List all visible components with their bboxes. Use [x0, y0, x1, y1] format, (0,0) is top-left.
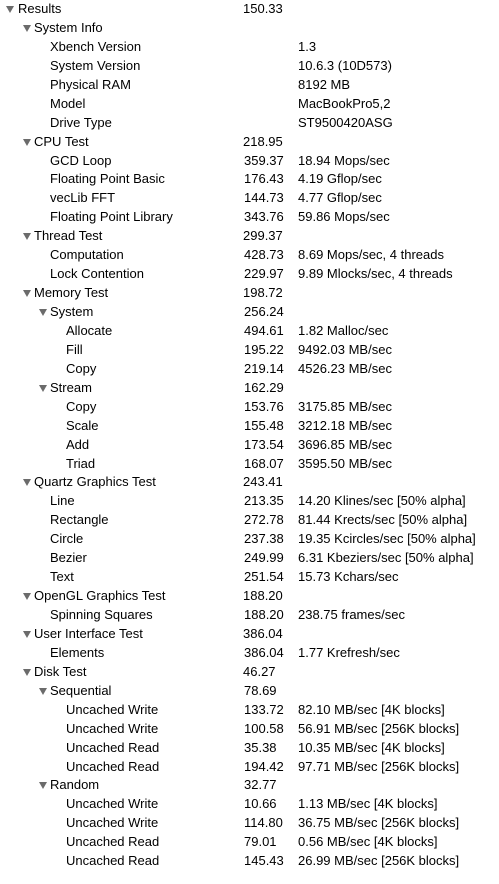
result-row	[0, 701, 499, 720]
test-name: Copy	[66, 360, 97, 376]
disclosure-triangle-icon[interactable]	[23, 290, 31, 297]
disclosure-triangle-icon[interactable]	[23, 25, 31, 32]
disclosure-triangle-icon[interactable]	[23, 139, 31, 146]
test-detail: 1.82 Malloc/sec	[298, 322, 389, 338]
result-row	[0, 739, 499, 758]
test-detail: 19.35 Kcircles/sec [50% alpha]	[298, 531, 476, 547]
result-row	[0, 246, 499, 265]
test-name: User Interface Test	[34, 625, 143, 641]
disclosure-triangle-icon[interactable]	[23, 593, 31, 600]
test-score: 153.76	[244, 398, 284, 414]
test-score: 188.20	[244, 607, 284, 622]
test-detail: ST9500420ASG	[298, 114, 393, 130]
test-name: Uncached Write	[66, 720, 159, 736]
test-score: 256.24	[244, 304, 284, 319]
result-row	[0, 530, 499, 549]
test-detail: 1.77 Krefresh/sec	[298, 644, 400, 660]
test-name: System Info	[34, 19, 103, 35]
test-name: Floating Point Basic	[50, 171, 165, 187]
disclosure-triangle-icon[interactable]	[39, 782, 47, 789]
test-detail: 14.20 Klines/sec [50% alpha]	[298, 493, 466, 509]
test-name: Uncached Write	[66, 701, 159, 717]
result-row	[0, 795, 499, 814]
test-name: GCD Loop	[50, 152, 112, 168]
test-score: 359.37	[244, 152, 284, 168]
test-name: Elements	[50, 644, 105, 660]
test-name: Memory Test	[34, 285, 109, 301]
group-row-opengl-graphics-test[interactable]	[0, 587, 499, 606]
result-row	[0, 455, 499, 474]
result-row	[0, 568, 499, 587]
test-name: Uncached Read	[66, 834, 160, 850]
result-row	[0, 322, 499, 341]
test-score: 168.07	[244, 455, 284, 471]
test-score: 243.41	[243, 474, 283, 490]
test-name: Quartz Graphics Test	[34, 474, 156, 490]
group-row-system[interactable]	[0, 303, 499, 322]
test-score: 144.73	[244, 190, 284, 206]
test-name: Triad	[66, 455, 96, 471]
test-detail: 56.91 MB/sec [256K blocks]	[298, 720, 460, 736]
test-score: 32.77	[244, 777, 277, 793]
test-name: Allocate	[66, 322, 113, 338]
group-row-results[interactable]	[0, 0, 499, 19]
test-score: 114.80	[244, 815, 283, 831]
disclosure-triangle-icon[interactable]	[23, 233, 31, 240]
test-detail: 9492.03 MB/sec	[298, 341, 392, 357]
test-detail: 8.69 Mops/sec, 4 threads	[298, 247, 444, 263]
result-row	[0, 511, 499, 530]
test-detail: 1.13 MB/sec [4K blocks]	[298, 796, 438, 812]
disclosure-triangle-icon[interactable]	[23, 669, 31, 676]
test-detail: 0.56 MB/sec [4K blocks]	[298, 834, 438, 850]
test-detail: 26.99 MB/sec [256K blocks]	[298, 853, 460, 869]
result-row	[0, 644, 499, 663]
test-detail: 3595.50 MB/sec	[298, 455, 392, 471]
test-detail: 10.35 MB/sec [4K blocks]	[298, 739, 445, 755]
test-score: 218.95	[243, 133, 283, 149]
test-detail: 4526.23 MB/sec	[298, 360, 392, 376]
test-name: Results	[18, 1, 62, 16]
test-detail: 238.75 frames/sec	[298, 607, 405, 622]
disclosure-triangle-icon[interactable]	[39, 309, 47, 316]
test-detail: MacBookPro5,2	[298, 95, 391, 111]
test-name: Drive Type	[50, 114, 112, 130]
test-detail: 1.3	[298, 38, 317, 54]
result-row	[0, 436, 499, 455]
group-row-user-interface-test[interactable]	[0, 625, 499, 644]
result-row	[0, 814, 499, 833]
test-score: 386.04	[243, 625, 283, 641]
test-name: Text	[50, 569, 74, 585]
test-name: CPU Test	[34, 133, 89, 149]
test-name: Line	[50, 493, 75, 509]
test-detail: 59.86 Mops/sec	[298, 209, 390, 225]
test-score: 176.43	[244, 171, 284, 187]
test-detail: 8192 MB	[298, 76, 351, 92]
test-detail: 4.77 Gflop/sec	[298, 190, 382, 206]
result-row	[0, 341, 499, 360]
test-detail: 82.10 MB/sec [4K blocks]	[298, 701, 445, 717]
test-name: Add	[66, 436, 90, 452]
test-detail: 18.94 Mops/sec	[298, 152, 390, 168]
group-row-thread-test[interactable]	[0, 227, 499, 246]
result-row	[0, 170, 499, 189]
test-score: 145.43	[244, 853, 284, 869]
test-score: 150.33	[243, 1, 283, 16]
test-detail: 3696.85 MB/sec	[298, 436, 392, 452]
test-score: 251.54	[244, 569, 284, 585]
test-name: Thread Test	[34, 228, 103, 244]
test-score: 213.35	[244, 493, 284, 509]
test-detail: 15.73 Kchars/sec	[298, 569, 399, 585]
test-name: Copy	[66, 398, 97, 414]
disclosure-triangle-icon[interactable]	[39, 688, 47, 695]
result-row	[0, 114, 499, 133]
test-name: Lock Contention	[50, 266, 144, 282]
test-detail: 9.89 Mlocks/sec, 4 threads	[298, 266, 453, 282]
disclosure-triangle-icon[interactable]	[39, 385, 47, 392]
test-name: Xbench Version	[50, 38, 142, 54]
test-name: Uncached Write	[66, 815, 159, 831]
test-name: Model	[50, 95, 86, 111]
group-row-disk-test[interactable]	[0, 663, 499, 682]
group-row-random[interactable]	[0, 776, 499, 795]
test-score: 35.38	[244, 739, 277, 755]
test-score: 79.01	[244, 834, 277, 850]
result-row	[0, 417, 499, 436]
test-score: 219.14	[244, 360, 284, 376]
result-row	[0, 852, 499, 871]
test-detail: 4.19 Gflop/sec	[298, 171, 382, 187]
test-name: System Version	[50, 57, 141, 73]
test-name: Circle	[50, 531, 84, 547]
test-score: 10.66	[244, 796, 277, 812]
result-row	[0, 720, 499, 739]
test-name: Spinning Squares	[50, 607, 153, 622]
test-detail: 10.6.3 (10D573)	[298, 57, 392, 73]
disclosure-triangle-icon[interactable]	[6, 6, 14, 13]
test-name: Scale	[66, 417, 99, 433]
test-detail: 3212.18 MB/sec	[298, 417, 392, 433]
test-name: Uncached Read	[66, 853, 160, 869]
test-score: 237.38	[244, 531, 284, 547]
test-score: 272.78	[244, 512, 284, 528]
test-name: Physical RAM	[50, 76, 131, 92]
test-detail: 6.31 Kbeziers/sec [50% alpha]	[298, 550, 474, 566]
result-row	[0, 189, 499, 208]
result-row	[0, 549, 499, 568]
test-score: 198.72	[243, 285, 283, 301]
test-name: OpenGL Graphics Test	[34, 588, 166, 604]
test-score: 100.58	[244, 720, 284, 736]
result-row	[0, 57, 499, 76]
test-score: 428.73	[244, 247, 284, 263]
test-name: vecLib FFT	[50, 190, 116, 206]
test-name: Uncached Write	[66, 796, 159, 812]
test-score: 78.69	[244, 682, 277, 698]
test-name: Fill	[66, 341, 83, 357]
result-row	[0, 95, 499, 114]
result-row	[0, 265, 499, 284]
test-score: 133.72	[244, 701, 284, 717]
result-row	[0, 208, 499, 227]
test-score: 46.27	[243, 663, 276, 679]
disclosure-triangle-icon[interactable]	[23, 631, 31, 638]
group-row-quartz-graphics-test[interactable]	[0, 473, 499, 492]
test-name: Bezier	[50, 550, 87, 566]
result-row	[0, 833, 499, 852]
test-score: 229.97	[244, 266, 284, 282]
test-name: Uncached Read	[66, 739, 160, 755]
result-row	[0, 76, 499, 95]
result-row	[0, 38, 499, 57]
disclosure-triangle-icon[interactable]	[23, 479, 31, 486]
result-row	[0, 492, 499, 511]
test-name: Disk Test	[34, 663, 87, 679]
test-name: Floating Point Library	[50, 209, 173, 225]
test-detail: 81.44 Krects/sec [50% alpha]	[298, 512, 468, 528]
group-row-cpu-test[interactable]	[0, 133, 499, 152]
result-row	[0, 360, 499, 379]
test-score: 155.48	[244, 417, 284, 433]
test-score: 249.99	[244, 550, 284, 566]
group-row-sequential[interactable]	[0, 682, 499, 701]
group-row-memory-test[interactable]	[0, 284, 499, 303]
test-name: Computation	[50, 247, 124, 263]
test-score: 194.42	[244, 758, 284, 774]
test-score: 188.20	[243, 588, 283, 604]
test-score: 494.61	[244, 322, 284, 338]
result-row	[0, 398, 499, 417]
test-name: Random	[50, 777, 100, 793]
test-name: Rectangle	[50, 512, 109, 528]
test-score: 195.22	[244, 341, 284, 357]
result-row	[0, 758, 499, 777]
group-row-system-info[interactable]	[0, 19, 499, 38]
test-name: Uncached Read	[66, 758, 160, 774]
test-detail: 36.75 MB/sec [256K blocks]	[298, 815, 460, 831]
test-name: Sequential	[50, 682, 112, 698]
test-score: 343.76	[244, 209, 284, 225]
test-score: 386.04	[244, 644, 284, 660]
test-score: 162.29	[244, 379, 284, 395]
test-score: 299.37	[243, 228, 283, 244]
test-detail: 3175.85 MB/sec	[298, 398, 392, 414]
test-score: 173.54	[244, 436, 284, 452]
result-row	[0, 606, 499, 625]
test-name: Stream	[50, 379, 92, 395]
test-name: System	[50, 304, 94, 319]
test-detail: 97.71 MB/sec [256K blocks]	[298, 758, 460, 774]
group-row-stream[interactable]	[0, 379, 499, 398]
result-row	[0, 152, 499, 171]
